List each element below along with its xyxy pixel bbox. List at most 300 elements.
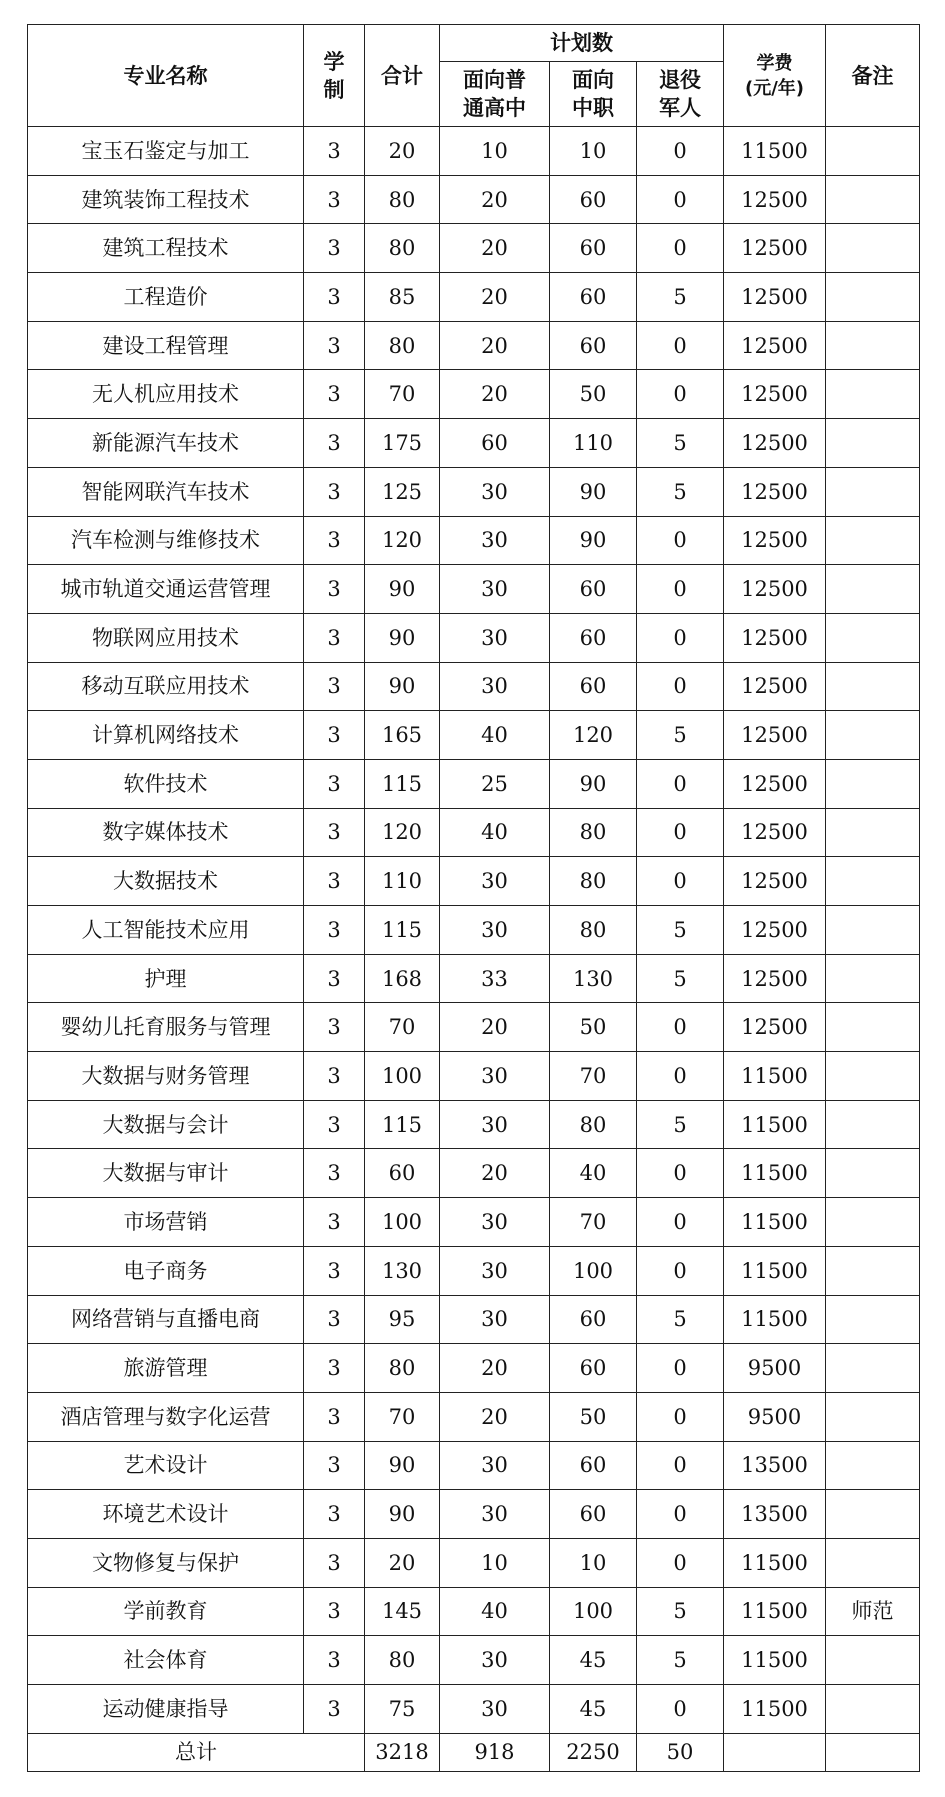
cell-total: 110 — [365, 857, 440, 906]
cell-major-name: 学前教育 — [28, 1587, 304, 1636]
cell-general-hs: 25 — [440, 759, 550, 808]
cell-vocational: 60 — [550, 1344, 637, 1393]
cell-general-hs: 30 — [440, 565, 550, 614]
cell-veterans: 5 — [637, 954, 724, 1003]
cell-remarks — [826, 1441, 920, 1490]
cell-duration: 3 — [304, 954, 365, 1003]
cell-veterans: 5 — [637, 1587, 724, 1636]
cell-total: 70 — [365, 1392, 440, 1441]
cell-general-hs: 30 — [440, 467, 550, 516]
table-row — [28, 224, 920, 273]
cell-remarks — [826, 370, 920, 419]
cell-tuition: 12500 — [724, 224, 826, 273]
cell-veterans: 5 — [637, 711, 724, 760]
table-row — [28, 954, 920, 1003]
cell-vocational: 60 — [550, 273, 637, 322]
cell-general-hs: 20 — [440, 1392, 550, 1441]
table-row — [28, 1441, 920, 1490]
cell-vocational: 60 — [550, 662, 637, 711]
cell-tuition: 9500 — [724, 1344, 826, 1393]
header-vocational-line1: 面向 — [572, 68, 614, 92]
cell-duration: 3 — [304, 321, 365, 370]
cell-total: 85 — [365, 273, 440, 322]
cell-major-name: 建筑工程技术 — [28, 224, 304, 273]
table-row — [28, 1246, 920, 1295]
cell-remarks — [826, 808, 920, 857]
cell-major-name: 大数据技术 — [28, 857, 304, 906]
cell-remarks — [826, 1198, 920, 1247]
cell-major-name: 计算机网络技术 — [28, 711, 304, 760]
cell-duration: 3 — [304, 1538, 365, 1587]
cell-remarks — [826, 516, 920, 565]
cell-general-hs: 30 — [440, 1246, 550, 1295]
header-tuition-line2: (元/年) — [745, 77, 805, 99]
table-row — [28, 1636, 920, 1685]
cell-major-name: 智能网联汽车技术 — [28, 467, 304, 516]
cell-vocational: 80 — [550, 808, 637, 857]
cell-major-name: 酒店管理与数字化运营 — [28, 1392, 304, 1441]
cell-remarks — [826, 1052, 920, 1101]
cell-general-hs: 30 — [440, 1490, 550, 1539]
cell-tuition: 12500 — [724, 467, 826, 516]
cell-general-hs: 30 — [440, 906, 550, 955]
table-row — [28, 613, 920, 662]
cell-general-hs: 20 — [440, 1149, 550, 1198]
cell-tuition: 11500 — [724, 1100, 826, 1149]
cell-tuition: 11500 — [724, 1685, 826, 1734]
table-row — [28, 565, 920, 614]
cell-major-name: 物联网应用技术 — [28, 613, 304, 662]
table-row — [28, 1052, 920, 1101]
cell-duration: 3 — [304, 370, 365, 419]
cell-veterans: 5 — [637, 419, 724, 468]
cell-veterans: 5 — [637, 1636, 724, 1685]
cell-veterans: 0 — [637, 1246, 724, 1295]
cell-total: 75 — [365, 1685, 440, 1734]
cell-vocational: 45 — [550, 1636, 637, 1685]
cell-total: 120 — [365, 516, 440, 565]
cell-remarks — [826, 613, 920, 662]
cell-vocational: 50 — [550, 370, 637, 419]
cell-remarks — [826, 1490, 920, 1539]
cell-veterans: 0 — [637, 613, 724, 662]
cell-total: 100 — [365, 1198, 440, 1247]
cell-vocational: 45 — [550, 1685, 637, 1734]
cell-vocational: 60 — [550, 175, 637, 224]
cell-remarks — [826, 906, 920, 955]
cell-major-name: 工程造价 — [28, 273, 304, 322]
cell-general-hs: 40 — [440, 711, 550, 760]
cell-general-hs: 30 — [440, 857, 550, 906]
cell-tuition: 11500 — [724, 1587, 826, 1636]
cell-remarks — [826, 1100, 920, 1149]
cell-total: 130 — [365, 1246, 440, 1295]
cell-tuition: 12500 — [724, 759, 826, 808]
header-major-name: 专业名称 — [28, 25, 304, 127]
cell-major-name: 建设工程管理 — [28, 321, 304, 370]
cell-duration: 3 — [304, 127, 365, 176]
cell-vocational: 50 — [550, 1392, 637, 1441]
cell-general-hs: 20 — [440, 321, 550, 370]
table-body — [28, 127, 920, 1734]
cell-general-hs: 40 — [440, 808, 550, 857]
cell-general-hs: 40 — [440, 1587, 550, 1636]
cell-veterans: 0 — [637, 127, 724, 176]
table-row — [28, 1344, 920, 1393]
table-row — [28, 808, 920, 857]
header-tuition-line1: 学费 — [756, 52, 793, 74]
cell-total: 115 — [365, 759, 440, 808]
cell-total: 80 — [365, 1636, 440, 1685]
cell-tuition: 11500 — [724, 1149, 826, 1198]
header-general-hs — [440, 62, 550, 127]
cell-veterans: 0 — [637, 1685, 724, 1734]
summary-row — [28, 1733, 920, 1771]
cell-tuition: 11500 — [724, 1295, 826, 1344]
cell-total: 20 — [365, 1538, 440, 1587]
cell-duration: 3 — [304, 175, 365, 224]
cell-remarks — [826, 1344, 920, 1393]
summary-label: 总计 — [28, 1733, 365, 1771]
cell-total: 70 — [365, 370, 440, 419]
cell-vocational: 60 — [550, 321, 637, 370]
cell-remarks — [826, 224, 920, 273]
cell-vocational: 60 — [550, 1295, 637, 1344]
cell-remarks — [826, 1392, 920, 1441]
cell-major-name: 网络营销与直播电商 — [28, 1295, 304, 1344]
cell-total: 90 — [365, 662, 440, 711]
cell-general-hs: 30 — [440, 613, 550, 662]
cell-major-name: 运动健康指导 — [28, 1685, 304, 1734]
cell-total: 60 — [365, 1149, 440, 1198]
table-row — [28, 759, 920, 808]
cell-veterans: 0 — [637, 1392, 724, 1441]
cell-remarks — [826, 1636, 920, 1685]
cell-duration: 3 — [304, 857, 365, 906]
cell-duration: 3 — [304, 1392, 365, 1441]
cell-vocational: 60 — [550, 613, 637, 662]
header-vocational-line2: 中职 — [572, 96, 614, 120]
cell-total: 80 — [365, 224, 440, 273]
cell-remarks: 师范 — [826, 1587, 920, 1636]
header-general-hs-line1: 面向普 — [463, 68, 526, 92]
cell-major-name: 无人机应用技术 — [28, 370, 304, 419]
table-row — [28, 321, 920, 370]
cell-vocational: 70 — [550, 1052, 637, 1101]
cell-major-name: 建筑装饰工程技术 — [28, 175, 304, 224]
cell-major-name: 城市轨道交通运营管理 — [28, 565, 304, 614]
cell-total: 165 — [365, 711, 440, 760]
cell-general-hs: 33 — [440, 954, 550, 1003]
header-veterans — [637, 62, 724, 127]
table-row — [28, 419, 920, 468]
table-row — [28, 175, 920, 224]
cell-duration: 3 — [304, 1685, 365, 1734]
cell-veterans: 0 — [637, 808, 724, 857]
cell-tuition: 12500 — [724, 273, 826, 322]
table-row — [28, 516, 920, 565]
cell-duration: 3 — [304, 1295, 365, 1344]
table-header — [28, 25, 920, 127]
cell-veterans: 0 — [637, 1052, 724, 1101]
cell-remarks — [826, 419, 920, 468]
cell-veterans: 0 — [637, 662, 724, 711]
cell-tuition: 13500 — [724, 1490, 826, 1539]
cell-general-hs: 10 — [440, 1538, 550, 1587]
cell-vocational: 90 — [550, 759, 637, 808]
cell-total: 115 — [365, 1100, 440, 1149]
cell-general-hs: 30 — [440, 1052, 550, 1101]
cell-tuition: 12500 — [724, 419, 826, 468]
cell-total: 80 — [365, 175, 440, 224]
cell-vocational: 90 — [550, 467, 637, 516]
cell-major-name: 人工智能技术应用 — [28, 906, 304, 955]
cell-tuition: 11500 — [724, 1198, 826, 1247]
header-total: 合计 — [365, 25, 440, 127]
cell-remarks — [826, 1685, 920, 1734]
cell-veterans: 0 — [637, 1490, 724, 1539]
cell-total: 145 — [365, 1587, 440, 1636]
cell-remarks — [826, 759, 920, 808]
cell-tuition: 11500 — [724, 1538, 826, 1587]
table-row — [28, 1100, 920, 1149]
cell-duration: 3 — [304, 419, 365, 468]
enrollment-plan-table — [27, 24, 920, 1772]
summary-note — [826, 1733, 920, 1771]
cell-remarks — [826, 565, 920, 614]
cell-total: 175 — [365, 419, 440, 468]
cell-tuition: 12500 — [724, 565, 826, 614]
cell-vocational: 70 — [550, 1198, 637, 1247]
cell-duration: 3 — [304, 1344, 365, 1393]
cell-duration: 3 — [304, 808, 365, 857]
cell-tuition: 12500 — [724, 808, 826, 857]
cell-veterans: 5 — [637, 906, 724, 955]
cell-general-hs: 20 — [440, 1344, 550, 1393]
cell-tuition: 12500 — [724, 370, 826, 419]
cell-duration: 3 — [304, 1198, 365, 1247]
header-general-hs-line2: 通高中 — [463, 96, 526, 120]
cell-tuition: 12500 — [724, 613, 826, 662]
cell-vocational: 50 — [550, 1003, 637, 1052]
cell-general-hs: 20 — [440, 1003, 550, 1052]
summary-total: 3218 — [365, 1733, 440, 1771]
cell-general-hs: 30 — [440, 1295, 550, 1344]
cell-duration: 3 — [304, 273, 365, 322]
table-row — [28, 1685, 920, 1734]
header-tuition — [724, 25, 826, 127]
cell-veterans: 5 — [637, 1100, 724, 1149]
cell-veterans: 0 — [637, 224, 724, 273]
cell-veterans: 0 — [637, 1149, 724, 1198]
cell-total: 168 — [365, 954, 440, 1003]
cell-tuition: 11500 — [724, 127, 826, 176]
cell-general-hs: 30 — [440, 662, 550, 711]
cell-tuition: 12500 — [724, 1003, 826, 1052]
cell-general-hs: 30 — [440, 1636, 550, 1685]
cell-veterans: 0 — [637, 321, 724, 370]
cell-duration: 3 — [304, 224, 365, 273]
cell-duration: 3 — [304, 1441, 365, 1490]
cell-total: 90 — [365, 565, 440, 614]
cell-general-hs: 60 — [440, 419, 550, 468]
table-row — [28, 1295, 920, 1344]
cell-general-hs: 10 — [440, 127, 550, 176]
cell-vocational: 60 — [550, 1441, 637, 1490]
cell-vocational: 60 — [550, 565, 637, 614]
cell-total: 80 — [365, 1344, 440, 1393]
cell-major-name: 护理 — [28, 954, 304, 1003]
cell-duration: 3 — [304, 1052, 365, 1101]
table-row — [28, 1003, 920, 1052]
header-duration-text: 学制 — [323, 49, 345, 102]
cell-general-hs: 30 — [440, 1100, 550, 1149]
cell-major-name: 环境艺术设计 — [28, 1490, 304, 1539]
cell-major-name: 大数据与审计 — [28, 1149, 304, 1198]
cell-major-name: 婴幼儿托育服务与管理 — [28, 1003, 304, 1052]
cell-tuition: 12500 — [724, 662, 826, 711]
cell-tuition: 12500 — [724, 954, 826, 1003]
cell-remarks — [826, 273, 920, 322]
cell-major-name: 宝玉石鉴定与加工 — [28, 127, 304, 176]
cell-duration: 3 — [304, 516, 365, 565]
cell-duration: 3 — [304, 1587, 365, 1636]
cell-tuition: 12500 — [724, 857, 826, 906]
cell-vocational: 10 — [550, 127, 637, 176]
cell-remarks — [826, 321, 920, 370]
cell-duration: 3 — [304, 1636, 365, 1685]
cell-general-hs: 20 — [440, 175, 550, 224]
cell-tuition: 12500 — [724, 516, 826, 565]
cell-major-name: 软件技术 — [28, 759, 304, 808]
table-row — [28, 857, 920, 906]
cell-tuition: 12500 — [724, 321, 826, 370]
cell-total: 95 — [365, 1295, 440, 1344]
cell-duration: 3 — [304, 613, 365, 662]
cell-remarks — [826, 175, 920, 224]
cell-vocational: 40 — [550, 1149, 637, 1198]
cell-general-hs: 30 — [440, 516, 550, 565]
cell-remarks — [826, 954, 920, 1003]
cell-vocational: 80 — [550, 1100, 637, 1149]
cell-total: 20 — [365, 127, 440, 176]
cell-veterans: 0 — [637, 565, 724, 614]
cell-duration: 3 — [304, 1246, 365, 1295]
cell-major-name: 大数据与财务管理 — [28, 1052, 304, 1101]
cell-total: 100 — [365, 1052, 440, 1101]
cell-tuition: 12500 — [724, 175, 826, 224]
cell-remarks — [826, 1295, 920, 1344]
cell-veterans: 5 — [637, 467, 724, 516]
cell-remarks — [826, 1538, 920, 1587]
cell-vocational: 60 — [550, 224, 637, 273]
cell-duration: 3 — [304, 565, 365, 614]
cell-vocational: 130 — [550, 954, 637, 1003]
cell-total: 70 — [365, 1003, 440, 1052]
cell-tuition: 13500 — [724, 1441, 826, 1490]
cell-major-name: 数字媒体技术 — [28, 808, 304, 857]
cell-total: 90 — [365, 1441, 440, 1490]
cell-vocational: 10 — [550, 1538, 637, 1587]
table-row — [28, 467, 920, 516]
table-footer — [28, 1733, 920, 1771]
cell-major-name: 移动互联应用技术 — [28, 662, 304, 711]
cell-general-hs: 20 — [440, 273, 550, 322]
cell-major-name: 文物修复与保护 — [28, 1538, 304, 1587]
cell-duration: 3 — [304, 1003, 365, 1052]
cell-general-hs: 20 — [440, 224, 550, 273]
summary-tuition — [724, 1733, 826, 1771]
header-vocational — [550, 62, 637, 127]
cell-tuition: 12500 — [724, 711, 826, 760]
cell-duration: 3 — [304, 1490, 365, 1539]
cell-total: 120 — [365, 808, 440, 857]
table-row — [28, 273, 920, 322]
cell-duration: 3 — [304, 711, 365, 760]
cell-tuition: 12500 — [724, 906, 826, 955]
summary-vocational: 2250 — [550, 1733, 637, 1771]
header-duration — [304, 25, 365, 127]
cell-vocational: 100 — [550, 1587, 637, 1636]
cell-major-name: 电子商务 — [28, 1246, 304, 1295]
cell-major-name: 艺术设计 — [28, 1441, 304, 1490]
cell-vocational: 80 — [550, 906, 637, 955]
cell-veterans: 0 — [637, 857, 724, 906]
cell-duration: 3 — [304, 1149, 365, 1198]
summary-general: 918 — [440, 1733, 550, 1771]
cell-veterans: 0 — [637, 516, 724, 565]
table-row — [28, 711, 920, 760]
cell-veterans: 0 — [637, 1003, 724, 1052]
cell-remarks — [826, 1003, 920, 1052]
cell-total: 90 — [365, 1490, 440, 1539]
cell-general-hs: 20 — [440, 370, 550, 419]
header-veterans-line2: 军人 — [659, 96, 701, 120]
cell-vocational: 90 — [550, 516, 637, 565]
cell-veterans: 0 — [637, 1344, 724, 1393]
cell-veterans: 0 — [637, 1198, 724, 1247]
cell-remarks — [826, 711, 920, 760]
cell-major-name: 新能源汽车技术 — [28, 419, 304, 468]
table-row — [28, 1392, 920, 1441]
summary-veteran: 50 — [637, 1733, 724, 1771]
header-remarks: 备注 — [826, 25, 920, 127]
cell-major-name: 汽车检测与维修技术 — [28, 516, 304, 565]
cell-tuition: 11500 — [724, 1636, 826, 1685]
cell-tuition: 11500 — [724, 1052, 826, 1101]
cell-remarks — [826, 127, 920, 176]
cell-total: 115 — [365, 906, 440, 955]
cell-veterans: 5 — [637, 273, 724, 322]
cell-veterans: 0 — [637, 370, 724, 419]
cell-total: 125 — [365, 467, 440, 516]
cell-vocational: 60 — [550, 1490, 637, 1539]
cell-remarks — [826, 662, 920, 711]
cell-remarks — [826, 1246, 920, 1295]
cell-total: 90 — [365, 613, 440, 662]
cell-duration: 3 — [304, 662, 365, 711]
cell-remarks — [826, 467, 920, 516]
cell-general-hs: 30 — [440, 1441, 550, 1490]
table-row — [28, 1538, 920, 1587]
cell-veterans: 0 — [637, 175, 724, 224]
cell-vocational: 110 — [550, 419, 637, 468]
cell-general-hs: 30 — [440, 1198, 550, 1247]
table-row — [28, 370, 920, 419]
cell-vocational: 120 — [550, 711, 637, 760]
header-veterans-line1: 退役 — [659, 68, 701, 92]
table-row — [28, 127, 920, 176]
